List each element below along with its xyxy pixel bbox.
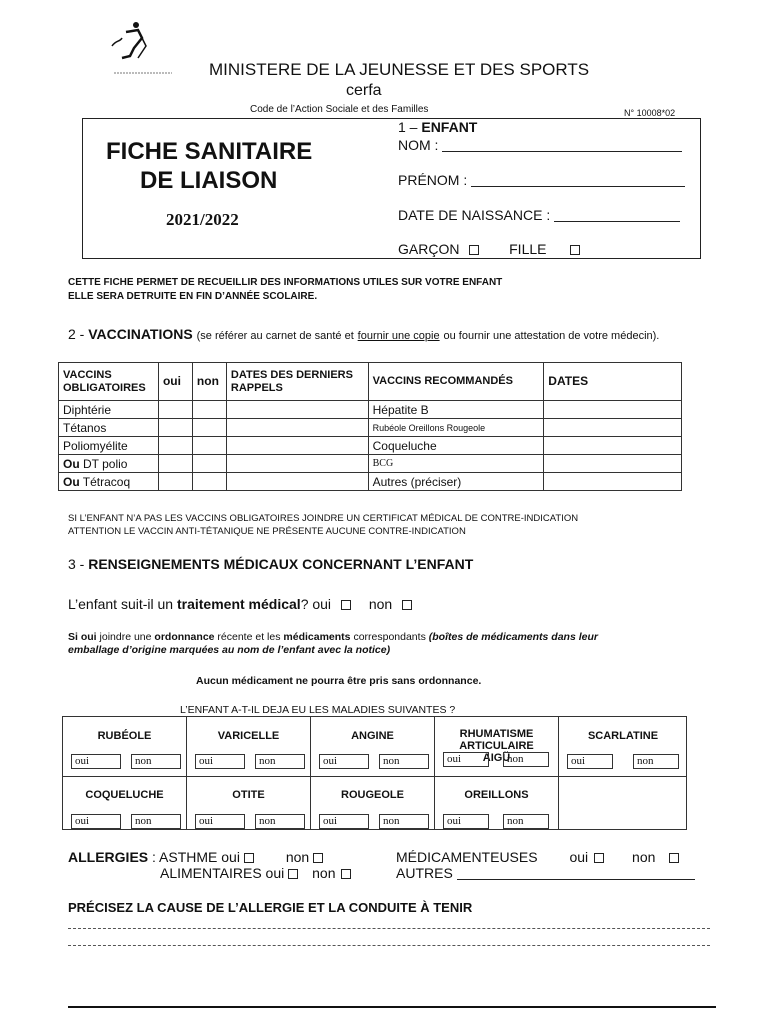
allergy-cause-line-2[interactable]	[68, 945, 710, 946]
disease-non-box[interactable]: non	[255, 754, 305, 769]
vaccinations-table	[58, 362, 682, 491]
ordonnance-instruction-2: emballage d’origine marquées au nom de l’enfant avec la notice)	[68, 644, 391, 656]
treatment-oui-checkbox[interactable]	[341, 600, 351, 610]
fille-checkbox[interactable]	[570, 245, 580, 255]
non-cell[interactable]	[192, 437, 226, 455]
prenom-field[interactable]	[398, 172, 685, 188]
disease-non-box[interactable]: non	[503, 752, 549, 767]
cerfa-label: cerfa	[346, 82, 382, 99]
allergy-cause-line-1[interactable]	[68, 928, 710, 929]
non-cell[interactable]	[192, 455, 226, 473]
disease-oui-box[interactable]: oui	[443, 814, 489, 829]
vaccine-recommande: Hépatite B	[368, 401, 544, 419]
oui-cell[interactable]	[158, 437, 192, 455]
disease-non-box[interactable]: non	[379, 754, 429, 769]
vaccine-obligatoire: Tétanos	[59, 419, 159, 437]
disease-cell	[559, 717, 687, 777]
disease-non-box[interactable]: non	[255, 814, 305, 829]
disease-non-box[interactable]: non	[379, 814, 429, 829]
vaccination-note-b: fournir une copie	[357, 330, 440, 342]
vaccine-recommande: Rubéole Oreillons Rougeole	[368, 419, 544, 437]
header-oui: oui	[158, 363, 192, 401]
vaccination-warning-1: SI L’ENFANT N’A PAS LES VACCINS OBLIGATOIRES JOINDRE UN CERTIFICAT MÉDICAL DE CONTRE-INDICATION	[68, 513, 579, 524]
non-cell[interactable]	[192, 401, 226, 419]
allergies-label: ALLERGIES	[68, 849, 149, 865]
disease-cell	[311, 777, 435, 830]
disease-cell	[435, 717, 559, 777]
ministry-title: MINISTERE DE LA JEUNESSE ET DES SPORTS	[209, 60, 590, 79]
vaccine-recommande: Autres (préciser)	[368, 473, 544, 491]
code-label: Code de l’Action Sociale et des Familles	[250, 104, 429, 115]
vaccine-recommande: Coqueluche	[368, 437, 544, 455]
nom-label: NOM :	[398, 137, 439, 153]
disease-cell	[311, 717, 435, 777]
date-cell[interactable]	[544, 455, 682, 473]
fille-label: FILLE	[509, 241, 547, 257]
form-title-line2: DE LIAISON	[140, 167, 278, 194]
dob-label: DATE DE NAISSANCE :	[398, 207, 551, 223]
vaccination-warning-2: ATTENTION LE VACCIN ANTI-TÉTANIQUE NE PRÉSENTE AUCUNE CONTRE-INDICATION	[68, 526, 466, 537]
date-cell[interactable]	[544, 473, 682, 491]
disease-name: RHUMATISME ARTICULAIRE AIGÜ	[459, 728, 534, 764]
disease-oui-box[interactable]: oui	[319, 814, 369, 829]
disease-name: RUBÉOLE	[97, 730, 152, 742]
diseases-question: L’ENFANT A-T-IL DEJA EU LES MALADIES SUIVANTES ?	[180, 704, 456, 716]
ordonnance-instruction: Si oui joindre une ordonnance récente et les médicaments correspondants (boîtes de médicaments dans leur	[68, 631, 598, 643]
allergies-row-2: ALIMENTAIRES oui non	[160, 865, 351, 881]
vaccine-obligatoire: Diphtérie	[59, 401, 159, 419]
disease-non-box[interactable]: non	[503, 814, 549, 829]
alimentaires-non-checkbox[interactable]	[341, 869, 351, 879]
disease-cell	[187, 777, 311, 830]
disease-oui-box[interactable]: oui	[195, 754, 245, 769]
disease-non-box[interactable]: non	[633, 754, 679, 769]
nom-field[interactable]	[398, 137, 682, 153]
disease-name: OREILLONS	[464, 789, 529, 801]
date-cell[interactable]	[544, 419, 682, 437]
section-1-heading	[398, 119, 477, 135]
disease-oui-box[interactable]: oui	[319, 754, 369, 769]
vaccination-note-a: (se référer au carnet de santé et	[196, 330, 354, 342]
garcon-checkbox[interactable]	[469, 245, 479, 255]
date-cell[interactable]	[226, 473, 368, 491]
alimentaires-oui-checkbox[interactable]	[288, 869, 298, 879]
form-number: N° 10008*02	[624, 108, 676, 118]
disease-oui-box[interactable]: oui	[195, 814, 245, 829]
medicamenteuses-oui-checkbox[interactable]	[594, 853, 604, 863]
section-2-heading	[68, 326, 659, 342]
header-non: non	[192, 363, 226, 401]
allergies-autres[interactable]: AUTRES	[396, 865, 695, 881]
treatment-non-checkbox[interactable]	[402, 600, 412, 610]
table-row	[59, 401, 682, 419]
disease-name: ANGINE	[351, 730, 394, 742]
treatment-question: L’enfant suit-il un traitement médical? oui non	[68, 596, 412, 612]
dob-field[interactable]	[398, 207, 680, 223]
header-dates: DATES	[544, 363, 682, 401]
ministry-logo	[108, 18, 178, 76]
prenom-label: PRÉNOM :	[398, 172, 468, 188]
notice-line1: CETTE FICHE PERMET DE RECUEILLIR DES INFORMATIONS UTILES SUR VOTRE ENFANT	[68, 277, 503, 288]
table-row	[59, 419, 682, 437]
disease-cell	[435, 777, 559, 830]
disease-name: OTITE	[232, 789, 265, 801]
vaccine-obligatoire: Poliomyélite	[59, 437, 159, 455]
notice-line2: ELLE SERA DETRUITE EN FIN D’ANNÉE SCOLAIRE.	[68, 291, 318, 302]
oui-cell[interactable]	[158, 401, 192, 419]
date-cell[interactable]	[544, 401, 682, 419]
diseases-grid	[62, 716, 687, 830]
table-row	[59, 437, 682, 455]
sex-choice	[398, 241, 580, 257]
section-2-number: 2 -	[68, 326, 85, 342]
table-row	[59, 473, 682, 491]
non-cell[interactable]	[192, 473, 226, 491]
section-3-title: RENSEIGNEMENTS MÉDICAUX CONCERNANT L’ENFANT	[88, 556, 474, 572]
disease-name: COQUELUCHE	[85, 789, 164, 801]
disease-oui-box[interactable]: oui	[71, 754, 121, 769]
oui-cell[interactable]	[158, 473, 192, 491]
medicamenteuses-non-checkbox[interactable]	[669, 853, 679, 863]
disease-cell	[63, 717, 187, 777]
disease-oui-box[interactable]: oui	[567, 754, 613, 769]
footer-rule	[68, 1006, 716, 1008]
asthme-non-checkbox[interactable]	[313, 853, 323, 863]
disease-name: ROUGEOLE	[341, 789, 404, 801]
garcon-label: GARÇON	[398, 241, 460, 257]
allergies-row-1: ALLERGIES : ASTHME oui non	[68, 849, 323, 865]
date-cell[interactable]	[226, 401, 368, 419]
school-year: 2021/2022	[166, 210, 239, 229]
disease-non-box[interactable]: non	[131, 754, 181, 769]
table-row	[59, 455, 682, 473]
header-vaccins-recommandes: VACCINS RECOMMANDÉS	[368, 363, 544, 401]
no-medication-notice: Aucun médicament ne pourra être pris sans ordonnance.	[196, 675, 482, 687]
date-cell[interactable]	[544, 437, 682, 455]
disease-name: VARICELLE	[217, 730, 280, 742]
asthme-oui-checkbox[interactable]	[244, 853, 254, 863]
allergy-cause-heading: PRÉCISEZ LA CAUSE DE L’ALLERGIE ET LA CONDUITE À TENIR	[68, 900, 473, 915]
oui-cell[interactable]	[158, 455, 192, 473]
date-cell[interactable]	[226, 419, 368, 437]
section-3-heading	[68, 556, 473, 572]
vaccine-obligatoire: Ou DT polio	[59, 455, 159, 473]
table-header-row	[59, 363, 682, 401]
header-dates-rappels: DATES DES DERNIERS RAPPELS	[226, 363, 368, 401]
date-cell[interactable]	[226, 455, 368, 473]
disease-cell	[187, 717, 311, 777]
vaccine-recommande: BCG	[368, 455, 544, 473]
disease-cell	[63, 777, 187, 830]
section-1-title: ENFANT	[421, 119, 478, 135]
section-3-number: 3 -	[68, 556, 85, 572]
allergies-medicamenteuses: MÉDICAMENTEUSES oui non	[396, 849, 679, 865]
disease-non-box[interactable]: non	[131, 814, 181, 829]
vaccine-obligatoire: Ou Tétracoq	[59, 473, 159, 491]
vaccination-note-c: ou fournir une attestation de votre médecin).	[443, 330, 660, 342]
disease-oui-box[interactable]: oui	[443, 752, 489, 767]
section-1-number: 1 –	[398, 119, 418, 135]
disease-oui-box[interactable]: oui	[71, 814, 121, 829]
oui-cell[interactable]	[158, 419, 192, 437]
section-2-title: VACCINATIONS	[88, 326, 193, 342]
date-cell[interactable]	[226, 437, 368, 455]
form-title-line1: FICHE SANITAIRE	[106, 138, 313, 165]
header-vaccins-obligatoires: VACCINS OBLIGATOIRES	[59, 363, 159, 401]
non-cell[interactable]	[192, 419, 226, 437]
disease-name: SCARLATINE	[587, 730, 659, 742]
